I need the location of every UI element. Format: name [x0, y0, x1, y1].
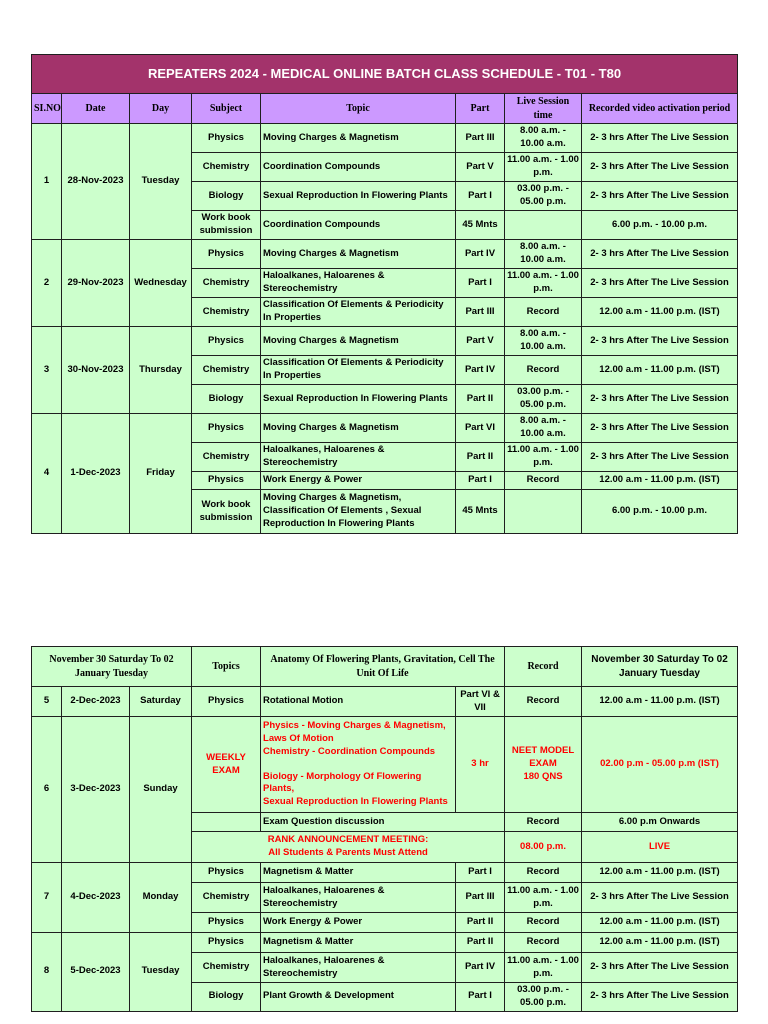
live-time: Record	[505, 913, 582, 933]
exam-type	[505, 717, 582, 813]
date: 30-Nov-2023	[62, 327, 130, 414]
date: 1-Dec-2023	[62, 414, 130, 534]
date: 29-Nov-2023	[62, 240, 130, 327]
sl-no: 1	[32, 124, 62, 240]
recorded-period: 6.00 p.m Onwards	[582, 813, 738, 832]
recorded-period: 2- 3 hrs After The Live Session	[582, 269, 738, 298]
rank-meeting	[192, 832, 505, 863]
exam-period: 02.00 p.m - 05.00 p.m (IST)	[582, 717, 738, 813]
subject: Work book submission	[192, 490, 261, 534]
part: Part II	[456, 913, 505, 933]
recorded-period: 2- 3 hrs After The Live Session	[582, 983, 738, 1012]
recorded-period: 2- 3 hrs After The Live Session	[582, 182, 738, 211]
part: Part I	[456, 182, 505, 211]
sl-no: 3	[32, 327, 62, 414]
topic: Moving Charges & Magnetism, Classification Of Elements , Sexual Reproduction In Flowering Plants	[261, 490, 456, 534]
part: Part III	[456, 124, 505, 153]
part: 45 Mnts	[456, 490, 505, 534]
day: Saturday	[130, 687, 192, 717]
exam-duration: 3 hr	[456, 717, 505, 813]
subject: Chemistry	[192, 883, 261, 913]
part: Part II	[456, 385, 505, 414]
day: Thursday	[130, 327, 192, 414]
table-row	[32, 863, 738, 883]
live-time: 11.00 a.m. - 1.00 p.m.	[505, 153, 582, 182]
part: Part I	[456, 983, 505, 1012]
exam-syllabus-line: Physics - Moving Charges & Magnetism,	[263, 720, 446, 732]
live-time: Record	[505, 813, 582, 832]
live-time: 03.00 p.m. - 05.00 p.m.	[505, 182, 582, 211]
subject: Work book submission	[192, 211, 261, 240]
live-time: 03.00 p.m. - 05.00 p.m.	[505, 983, 582, 1012]
live-time	[505, 211, 582, 240]
record-header: Record	[505, 647, 582, 687]
header-recorded-period: Recorded video activation period	[582, 94, 738, 124]
topic: Moving Charges & Magnetism	[261, 124, 456, 153]
part: Part IV	[456, 953, 505, 983]
header-live-session: Live Session time	[505, 94, 582, 124]
part: Part II	[456, 443, 505, 472]
topics-list-header: Anatomy Of Flowering Plants, Gravitation, Cell The Unit Of Life	[261, 647, 505, 687]
header-part: Part	[456, 94, 505, 124]
exam-syllabus-line: Biology - Morphology Of Flowering Plants,	[263, 770, 422, 795]
topic: Haloalkanes, Haloarenes & Stereochemistry	[261, 269, 456, 298]
table-row	[32, 327, 738, 356]
live-time: Record	[505, 933, 582, 953]
live-time: 11.00 a.m. - 1.00 p.m.	[505, 883, 582, 913]
recorded-period: 2- 3 hrs After The Live Session	[582, 414, 738, 443]
subject: Physics	[192, 687, 261, 717]
live-time: Record	[505, 472, 582, 490]
topic: Moving Charges & Magnetism	[261, 414, 456, 443]
subject: Chemistry	[192, 153, 261, 182]
table-row	[32, 687, 738, 717]
live-time: Record	[505, 356, 582, 385]
subject: Physics	[192, 240, 261, 269]
part: Part I	[456, 863, 505, 883]
section-header	[32, 647, 738, 687]
sl-no: 2	[32, 240, 62, 327]
part: Part III	[456, 298, 505, 327]
day: Friday	[130, 414, 192, 534]
live-time: Record	[505, 298, 582, 327]
exam-syllabus-spacer	[263, 759, 453, 771]
meeting-time: 08.00 p.m.	[505, 832, 582, 863]
topic: Haloalkanes, Haloarenes & Stereochemistry	[261, 953, 456, 983]
live-time: 11.00 a.m. - 1.00 p.m.	[505, 953, 582, 983]
sl-no: 4	[32, 414, 62, 534]
header-subject: Subject	[192, 94, 261, 124]
rank-meeting-line: RANK ANNOUNCEMENT MEETING:	[267, 834, 429, 846]
schedule-title: REPEATERS 2024 - MEDICAL ONLINE BATCH CLASS SCHEDULE - T01 - T80	[32, 55, 738, 94]
exam-syllabus-line: Chemistry - Coordination Compounds	[263, 745, 436, 757]
recorded-period: 2- 3 hrs After The Live Session	[582, 327, 738, 356]
part: Part I	[456, 472, 505, 490]
part: Part IV	[456, 240, 505, 269]
recorded-period: 6.00 p.m. - 10.00 p.m.	[582, 490, 738, 534]
part: Part V	[456, 327, 505, 356]
subject: Physics	[192, 414, 261, 443]
live-time: 8.00 a.m. - 10.00 a.m.	[505, 327, 582, 356]
sl-no: 8	[32, 933, 62, 1012]
part: Part II	[456, 933, 505, 953]
table-row	[32, 240, 738, 269]
part: Part V	[456, 153, 505, 182]
live-time: Record	[505, 863, 582, 883]
part: Part III	[456, 883, 505, 913]
date: 4-Dec-2023	[62, 863, 130, 933]
topic: Sexual Reproduction In Flowering Plants	[261, 182, 456, 211]
weekly-exam-label: WEEKLY EXAM	[192, 717, 261, 813]
live-time: Record	[505, 687, 582, 717]
rank-meeting-line: All Students & Parents Must Attend	[268, 847, 428, 858]
recorded-period: 2- 3 hrs After The Live Session	[582, 953, 738, 983]
topic: Classification Of Elements & Periodicity In Properties	[261, 298, 456, 327]
subject: Chemistry	[192, 443, 261, 472]
header-date: Date	[62, 94, 130, 124]
topic: Haloalkanes, Haloarenes & Stereochemistry	[261, 443, 456, 472]
header-slno: SI.NO	[32, 94, 62, 124]
topic: Rotational Motion	[261, 687, 456, 717]
subject: Physics	[192, 933, 261, 953]
day: Wednesday	[130, 240, 192, 327]
topic: Coordination Compounds	[261, 153, 456, 182]
topic: Moving Charges & Magnetism	[261, 327, 456, 356]
subject: Biology	[192, 983, 261, 1012]
subject	[192, 813, 261, 832]
recorded-period: 12.00 a.m - 11.00 p.m. (IST)	[582, 356, 738, 385]
topic: Haloalkanes, Haloarenes & Stereochemistry	[261, 883, 456, 913]
exam-syllabus	[261, 717, 456, 813]
table-row	[32, 933, 738, 953]
exam-type-line: EXAM	[529, 758, 557, 770]
exam-type-line: 180 QNS	[523, 770, 563, 782]
table-row	[32, 124, 738, 153]
exam-discussion: Exam Question discussion	[261, 813, 505, 832]
live-time: 11.00 a.m. - 1.00 p.m.	[505, 443, 582, 472]
live-time: 8.00 a.m. - 10.00 a.m.	[505, 414, 582, 443]
date: 5-Dec-2023	[62, 933, 130, 1012]
recorded-period: 2- 3 hrs After The Live Session	[582, 124, 738, 153]
topic: Magnetism & Matter	[261, 933, 456, 953]
day: Monday	[130, 863, 192, 933]
recorded-period: 12.00 a.m - 11.00 p.m. (IST)	[582, 687, 738, 717]
subject: Biology	[192, 182, 261, 211]
recorded-period: 12.00 a.m - 11.00 p.m. (IST)	[582, 863, 738, 883]
exam-syllabus-line: Sexual Reproduction In Flowering Plants	[263, 796, 448, 808]
live-time: 8.00 a.m. - 10.00 a.m.	[505, 124, 582, 153]
topic: Moving Charges & Magnetism	[261, 240, 456, 269]
topics-header: Topics	[192, 647, 261, 687]
table-row	[32, 414, 738, 443]
recorded-period: 2- 3 hrs After The Live Session	[582, 240, 738, 269]
range-header: November 30 Saturday To 02 January Tuesday	[32, 647, 192, 687]
subject: Physics	[192, 863, 261, 883]
header-topic: Topic	[261, 94, 456, 124]
date: 3-Dec-2023	[62, 717, 130, 863]
day: Tuesday	[130, 124, 192, 240]
sl-no: 7	[32, 863, 62, 933]
topic: Work Energy & Power	[261, 913, 456, 933]
recorded-period: 12.00 a.m - 11.00 p.m. (IST)	[582, 298, 738, 327]
live-time: 11.00 a.m. - 1.00 p.m.	[505, 269, 582, 298]
recorded-period: 2- 3 hrs After The Live Session	[582, 443, 738, 472]
topic: Plant Growth & Development	[261, 983, 456, 1012]
schedule-table-1	[31, 54, 738, 534]
range-header-2: November 30 Saturday To 02 January Tuesday	[582, 647, 738, 687]
recorded-period: 2- 3 hrs After The Live Session	[582, 883, 738, 913]
meeting-mode: LIVE	[582, 832, 738, 863]
part: Part IV	[456, 356, 505, 385]
topic: Coordination Compounds	[261, 211, 456, 240]
subject: Chemistry	[192, 356, 261, 385]
sl-no: 6	[32, 717, 62, 863]
topic: Magnetism & Matter	[261, 863, 456, 883]
date: 28-Nov-2023	[62, 124, 130, 240]
recorded-period: 6.00 p.m. - 10.00 p.m.	[582, 211, 738, 240]
live-time: 03.00 p.m. - 05.00 p.m.	[505, 385, 582, 414]
subject: Physics	[192, 472, 261, 490]
day: Tuesday	[130, 933, 192, 1012]
recorded-period: 12.00 a.m - 11.00 p.m. (IST)	[582, 933, 738, 953]
part: 45 Mnts	[456, 211, 505, 240]
sl-no: 5	[32, 687, 62, 717]
exam-type-line: NEET MODEL	[511, 745, 575, 757]
part: Part VI	[456, 414, 505, 443]
subject: Physics	[192, 327, 261, 356]
live-time	[505, 490, 582, 534]
subject: Biology	[192, 385, 261, 414]
table-row	[32, 717, 738, 813]
subject: Chemistry	[192, 269, 261, 298]
subject: Chemistry	[192, 953, 261, 983]
recorded-period: 12.00 a.m - 11.00 p.m. (IST)	[582, 472, 738, 490]
schedule-table-2	[31, 646, 738, 1012]
subject: Physics	[192, 124, 261, 153]
recorded-period: 2- 3 hrs After The Live Session	[582, 153, 738, 182]
part: Part I	[456, 269, 505, 298]
recorded-period: 12.00 a.m - 11.00 p.m. (IST)	[582, 913, 738, 933]
topic: Work Energy & Power	[261, 472, 456, 490]
topic: Classification Of Elements & Periodicity In Properties	[261, 356, 456, 385]
subject: Chemistry	[192, 298, 261, 327]
date: 2-Dec-2023	[62, 687, 130, 717]
day: Sunday	[130, 717, 192, 863]
recorded-period: 2- 3 hrs After The Live Session	[582, 385, 738, 414]
exam-syllabus-line: Laws Of Motion	[263, 732, 334, 744]
live-time: 8.00 a.m. - 10.00 a.m.	[505, 240, 582, 269]
subject: Physics	[192, 913, 261, 933]
header-day: Day	[130, 94, 192, 124]
topic: Sexual Reproduction In Flowering Plants	[261, 385, 456, 414]
part: Part VI & VII	[456, 687, 505, 717]
